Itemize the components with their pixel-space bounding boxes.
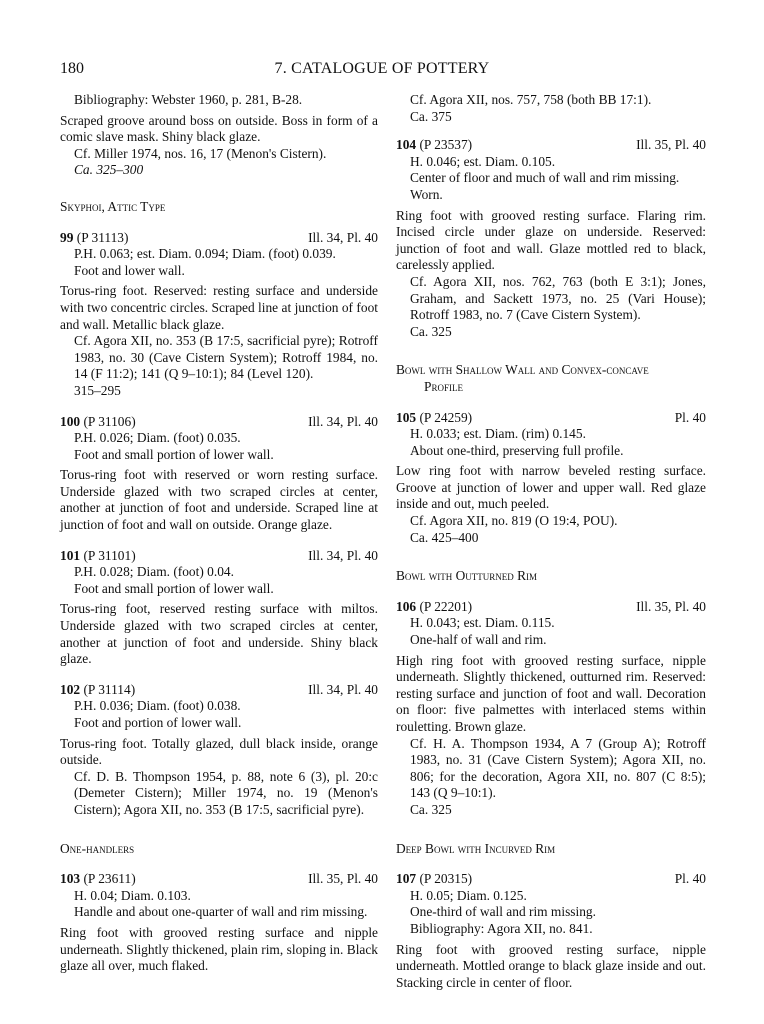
- entry-header-105: [396, 410, 706, 427]
- section-heading-one-handlers: One-handlers: [60, 840, 135, 856]
- entry-header-104: [396, 137, 706, 154]
- inventory-number: (P 20315): [419, 871, 473, 887]
- preservation: Center of floor and much of wall and rim missing. Worn.: [410, 170, 680, 202]
- inventory-number: (P 31101): [83, 547, 136, 563]
- inventory-number: (P 31106): [83, 413, 136, 429]
- catalogue-number: 105: [396, 409, 417, 425]
- inventory-number: (P 23611): [83, 871, 136, 887]
- preservation: Handle and about one-quarter of wall and rim missing.: [74, 904, 368, 920]
- inventory-number: (P 31114): [83, 681, 136, 697]
- entry-header-100: [60, 414, 378, 431]
- illustration-ref: Pl. 40: [674, 409, 706, 425]
- comparanda: Cf. D. B. Thompson 1954, p. 88, note 6 (3), pl. 20:c (Demeter Cistern); Miller 1974, no. 19 (Menon's Cistern); Agora XII, no. 353 (B 17:5, sacrificial pyre).: [74, 768, 378, 817]
- date-line: Ca. 375: [410, 108, 452, 124]
- entry-description: Ring foot with grooved resting surface, nipple underneath. Mottled orange to black glaze inside and out. Stacking circle in center of floor.: [396, 941, 706, 990]
- preservation: One-third of wall and rim missing.: [410, 904, 596, 920]
- catalogue-number: 103: [60, 871, 81, 887]
- illustration-ref: Ill. 35, Pl. 40: [636, 598, 706, 614]
- catalogue-number: 102: [60, 681, 81, 697]
- section-heading-shallow-bowl: Bowl with Shallow Wall and Convex-concave: [396, 362, 649, 378]
- section-heading-skyphoi: Skyphoi, Attic Type: [60, 198, 166, 214]
- entry-description: High ring foot with grooved resting surface, nipple underneath. Slightly thickened, outturned rim. Reserved: resting surface and junction of foot and wall. Decoration on floor: five palmettes with interlaced stems within rouletting. Brown glaze.: [396, 652, 706, 734]
- section-heading-outturned-rim: Bowl with Outturned Rim: [396, 568, 538, 584]
- entry-description: Ring foot with grooved resting surface and nipple underneath. Slightly thickened, plain rim, sloping in. Black glaze all over, much flaked.: [60, 924, 378, 974]
- preservation: About one-third, preserving full profile.: [410, 442, 624, 458]
- running-head: 7. CATALOGUE OF POTTERY: [274, 60, 490, 77]
- page-number: 180: [60, 60, 84, 77]
- entry-header-106: [396, 599, 706, 616]
- comparanda: Cf. Miller 1974, nos. 16, 17 (Menon's Cistern).: [74, 145, 327, 161]
- dimensions: P.H. 0.063; est. Diam. 0.094; Diam. (foot) 0.039.: [74, 246, 336, 262]
- preservation: Foot and small portion of lower wall.: [74, 446, 274, 462]
- page-header: [0, 60, 764, 82]
- illustration-ref: Ill. 35, Pl. 40: [308, 871, 378, 887]
- inventory-number: (P 31113): [76, 229, 129, 245]
- illustration-ref: Ill. 34, Pl. 40: [308, 413, 378, 429]
- date-line: Ca. 425–400: [410, 529, 479, 545]
- dimensions: H. 0.05; Diam. 0.125.: [410, 887, 527, 903]
- catalogue-number: 99: [60, 229, 74, 245]
- catalogue-number: 107: [396, 871, 417, 887]
- right-column: [396, 92, 706, 991]
- preservation: Foot and portion of lower wall.: [74, 715, 242, 730]
- date-line: 315–295: [74, 382, 121, 398]
- dimensions: P.H. 0.026; Diam. (foot) 0.035.: [74, 430, 241, 446]
- illustration-ref: Ill. 34, Pl. 40: [308, 681, 378, 697]
- date-line: Ca. 325: [410, 323, 452, 339]
- inventory-number: (P 24259): [419, 409, 473, 425]
- date-line: Ca. 325–300: [74, 162, 144, 178]
- entry-description: Scraped groove around boss on outside. Boss in form of a comic slave mask. Shiny black glaze.: [60, 112, 378, 145]
- dimensions: H. 0.04; Diam. 0.103.: [74, 887, 191, 903]
- inventory-number: (P 22201): [419, 598, 473, 614]
- illustration-ref: Ill. 34, Pl. 40: [308, 229, 378, 245]
- catalogue-number: 100: [60, 413, 81, 429]
- entry-description: Torus-ring foot with reserved or worn resting surface. Underside glazed with two scraped circles at center, another at junction of foot and underside. Scraped line at junction of foot and wall on outside. Orange glaze.: [60, 467, 378, 533]
- comparanda: Cf. Agora XII, no. 353 (B 17:5, sacrificial pyre); Rotroff 1983, no. 30 (Cave Cistern System); Rotroff 1984, no. 14 (F 11:2); 141 (Q 9–10:1); 84 (Level 120).: [74, 333, 378, 382]
- date-line: Ca. 325: [410, 801, 452, 817]
- section-heading-shallow-bowl-cont: Profile: [424, 378, 463, 394]
- entry-header-99: [60, 230, 378, 247]
- illustration-ref: Ill. 34, Pl. 40: [308, 547, 378, 563]
- dimensions: P.H. 0.036; Diam. (foot) 0.038.: [74, 698, 241, 714]
- bibliography-line: Bibliography: Agora XII, no. 841.: [410, 920, 593, 936]
- dimensions: P.H. 0.028; Diam. (foot) 0.04.: [74, 564, 234, 580]
- entry-description: Ring foot with grooved resting surface. Flaring rim. Incised circle under glaze on underside. Reserved: junction of foot and wall. Glaze mottled red to black, carelessly applied.: [396, 207, 706, 273]
- entry-header-102: [60, 682, 378, 699]
- entry-description: Low ring foot with narrow beveled resting surface. Groove at junction of lower and upper wall. Red glaze inside and out, much peeled.: [396, 463, 706, 512]
- catalogue-number: 106: [396, 598, 417, 614]
- section-heading-incurved-rim: Deep Bowl with Incurved Rim: [396, 840, 556, 856]
- entry-description: Torus-ring foot, reserved resting surface with miltos. Underside glazed with two scraped circles at center, another at junction of foot and underside. Shiny black glaze.: [60, 601, 378, 667]
- inventory-number: (P 23537): [419, 137, 473, 153]
- comparanda: Cf. Agora XII, nos. 757, 758 (both BB 17:1).: [410, 92, 652, 107]
- dimensions: H. 0.043; est. Diam. 0.115.: [410, 615, 555, 631]
- entry-description: Torus-ring foot. Reserved: resting surface and underside with two concentric circles. Scraped line at junction of foot and wall. Metallic black glaze.: [60, 283, 378, 332]
- comparanda: Cf. H. A. Thompson 1934, A 7 (Group A); Rotroff 1983, no. 31 (Cave Cistern System); Agora XII, no. 806; for the decoration, Agora XII, no. 807 (C 8:5); 143 (Q 9–10:1).: [410, 735, 706, 801]
- entry-header-103: [60, 871, 378, 888]
- preservation: One-half of wall and rim.: [410, 632, 547, 648]
- dimensions: H. 0.033; est. Diam. (rim) 0.145.: [410, 426, 586, 442]
- illustration-ref: Pl. 40: [674, 871, 706, 887]
- comparanda: Cf. Agora XII, no. 819 (O 19:4, POU).: [410, 513, 618, 529]
- comparanda: Cf. Agora XII, nos. 762, 763 (both E 3:1); Jones, Graham, and Sackett 1973, no. 25 (Vari House); Rotroff 1983, no. 7 (Cave Cistern System).: [410, 273, 706, 323]
- catalogue-number: 104: [396, 137, 417, 153]
- left-column: [60, 92, 378, 975]
- illustration-ref: Ill. 35, Pl. 40: [636, 137, 706, 153]
- entry-header-101: [60, 548, 378, 565]
- catalogue-number: 101: [60, 547, 81, 563]
- preservation: Foot and lower wall.: [74, 262, 185, 278]
- bibliography-line: Bibliography: Webster 1960, p. 281, B-28.: [74, 92, 303, 107]
- dimensions: H. 0.046; est. Diam. 0.105.: [410, 153, 556, 169]
- preservation: Foot and small portion of lower wall.: [74, 580, 274, 596]
- entry-header-107: [396, 871, 706, 888]
- entry-description: Torus-ring foot. Totally glazed, dull black inside, orange outside.: [60, 735, 378, 768]
